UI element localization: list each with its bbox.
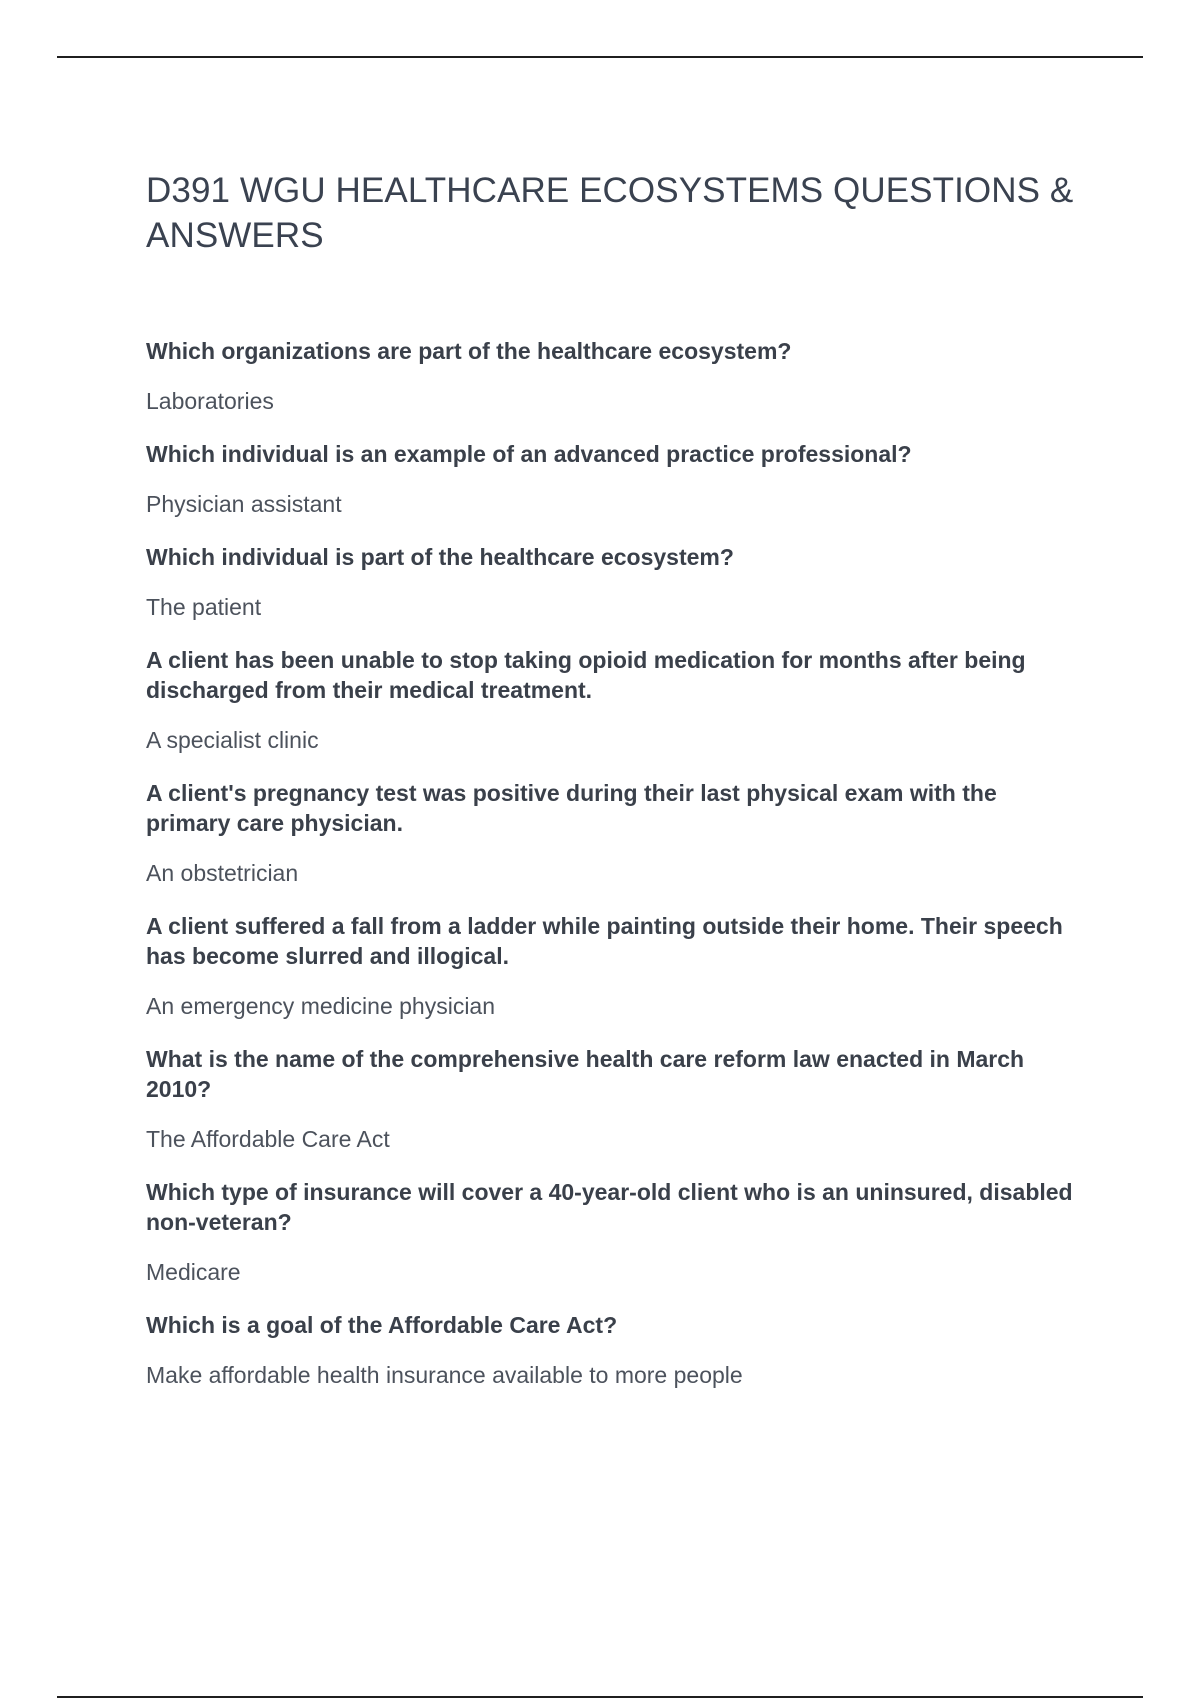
- answer-text: The patient: [146, 594, 262, 620]
- top-divider: [57, 56, 1143, 58]
- question-text: Which individual is part of the healthcare ecosystem?: [146, 544, 734, 570]
- question-text: Which individual is an example of an advanced practice professional?: [146, 441, 912, 467]
- qa-item: [146, 778, 1086, 888]
- answer-text: Make affordable health insurance available to more people: [146, 1362, 743, 1388]
- qa-item: [146, 1310, 1086, 1390]
- document-body: [146, 168, 1086, 1413]
- answer-text: An emergency medicine physician: [146, 993, 496, 1019]
- question-text: A client's pregnancy test was positive during their last physical exam with the primary care physician.: [146, 780, 997, 836]
- qa-item: [146, 439, 1086, 519]
- question-text: Which is a goal of the Affordable Care Act?: [146, 1312, 618, 1338]
- answer-text: An obstetrician: [146, 860, 299, 886]
- answer-text: A specialist clinic: [146, 727, 319, 753]
- question-text: A client has been unable to stop taking opioid medication for months after being discharged from their medical treatment.: [146, 647, 1026, 703]
- answer-text: Physician assistant: [146, 491, 342, 517]
- answer-text: Medicare: [146, 1259, 241, 1285]
- question-text: Which organizations are part of the healthcare ecosystem?: [146, 338, 792, 364]
- qa-item: [146, 645, 1086, 755]
- answer-text: The Affordable Care Act: [146, 1126, 390, 1152]
- question-text: What is the name of the comprehensive health care reform law enacted in March 2010?: [146, 1046, 1025, 1102]
- answer-text: Laboratories: [146, 388, 274, 414]
- qa-item: [146, 1044, 1086, 1154]
- qa-item: [146, 336, 1086, 416]
- qa-item: [146, 1177, 1086, 1287]
- qa-item: [146, 911, 1086, 1021]
- page-title: D391 WGU HEALTHCARE ECOSYSTEMS QUESTIONS & ANSWERS: [146, 171, 1074, 255]
- bottom-divider: [57, 1696, 1143, 1698]
- qa-list: [146, 336, 1086, 1390]
- qa-item: [146, 542, 1086, 622]
- question-text: A client suffered a fall from a ladder while painting outside their home. Their speech has become slurred and illogical.: [146, 913, 1063, 969]
- question-text: Which type of insurance will cover a 40-year-old client who is an uninsured, disabled non-veteran?: [146, 1179, 1073, 1235]
